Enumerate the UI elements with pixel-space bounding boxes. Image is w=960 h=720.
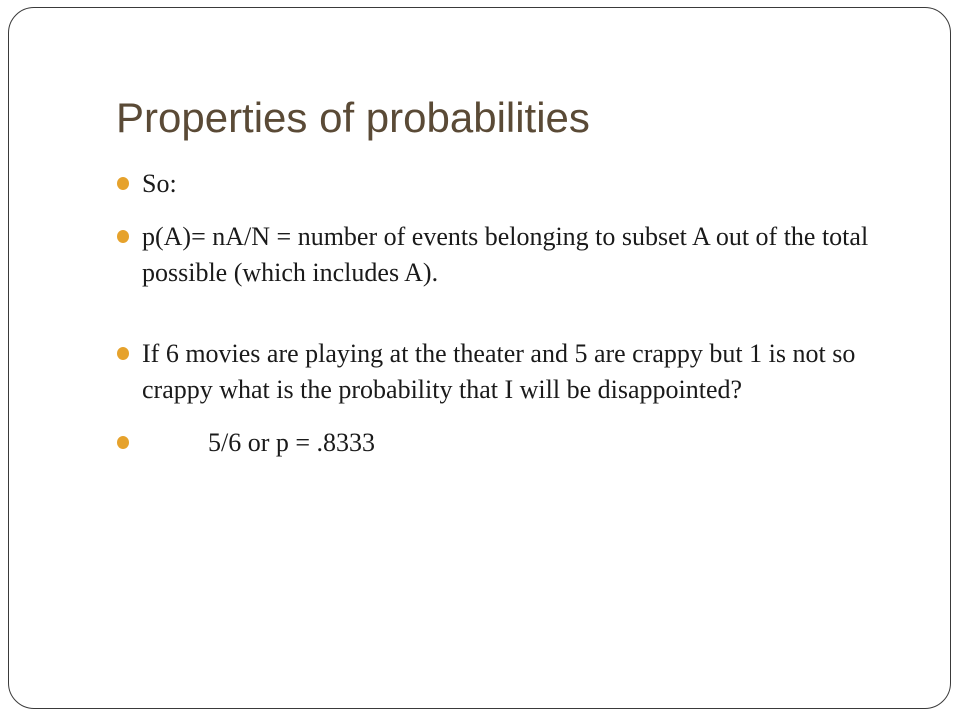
list-item: [116, 166, 896, 202]
bullet-dot-icon: [117, 177, 129, 190]
list-item: [116, 425, 896, 461]
bullet-text: So:: [142, 169, 177, 198]
slide-title: Properties of probabilities: [116, 94, 590, 141]
bullet-text: If 6 movies are playing at the theater and 5 are crappy but 1 is not so crappy what is the probability that I will be disappointed?: [142, 339, 856, 404]
list-item: [116, 219, 896, 291]
bullet-list: [116, 166, 896, 461]
bullet-dot-icon: [117, 436, 129, 449]
slide-frame: [8, 7, 951, 709]
bullet-dot-icon: [117, 230, 129, 243]
list-item: [116, 336, 896, 408]
bullet-text: 5/6 or p = .8333: [208, 428, 376, 457]
bullet-dot-icon: [117, 347, 129, 360]
bullet-text: p(A)= nA/N = number of events belonging to subset A out of the total possible (which includes A).: [142, 222, 869, 287]
